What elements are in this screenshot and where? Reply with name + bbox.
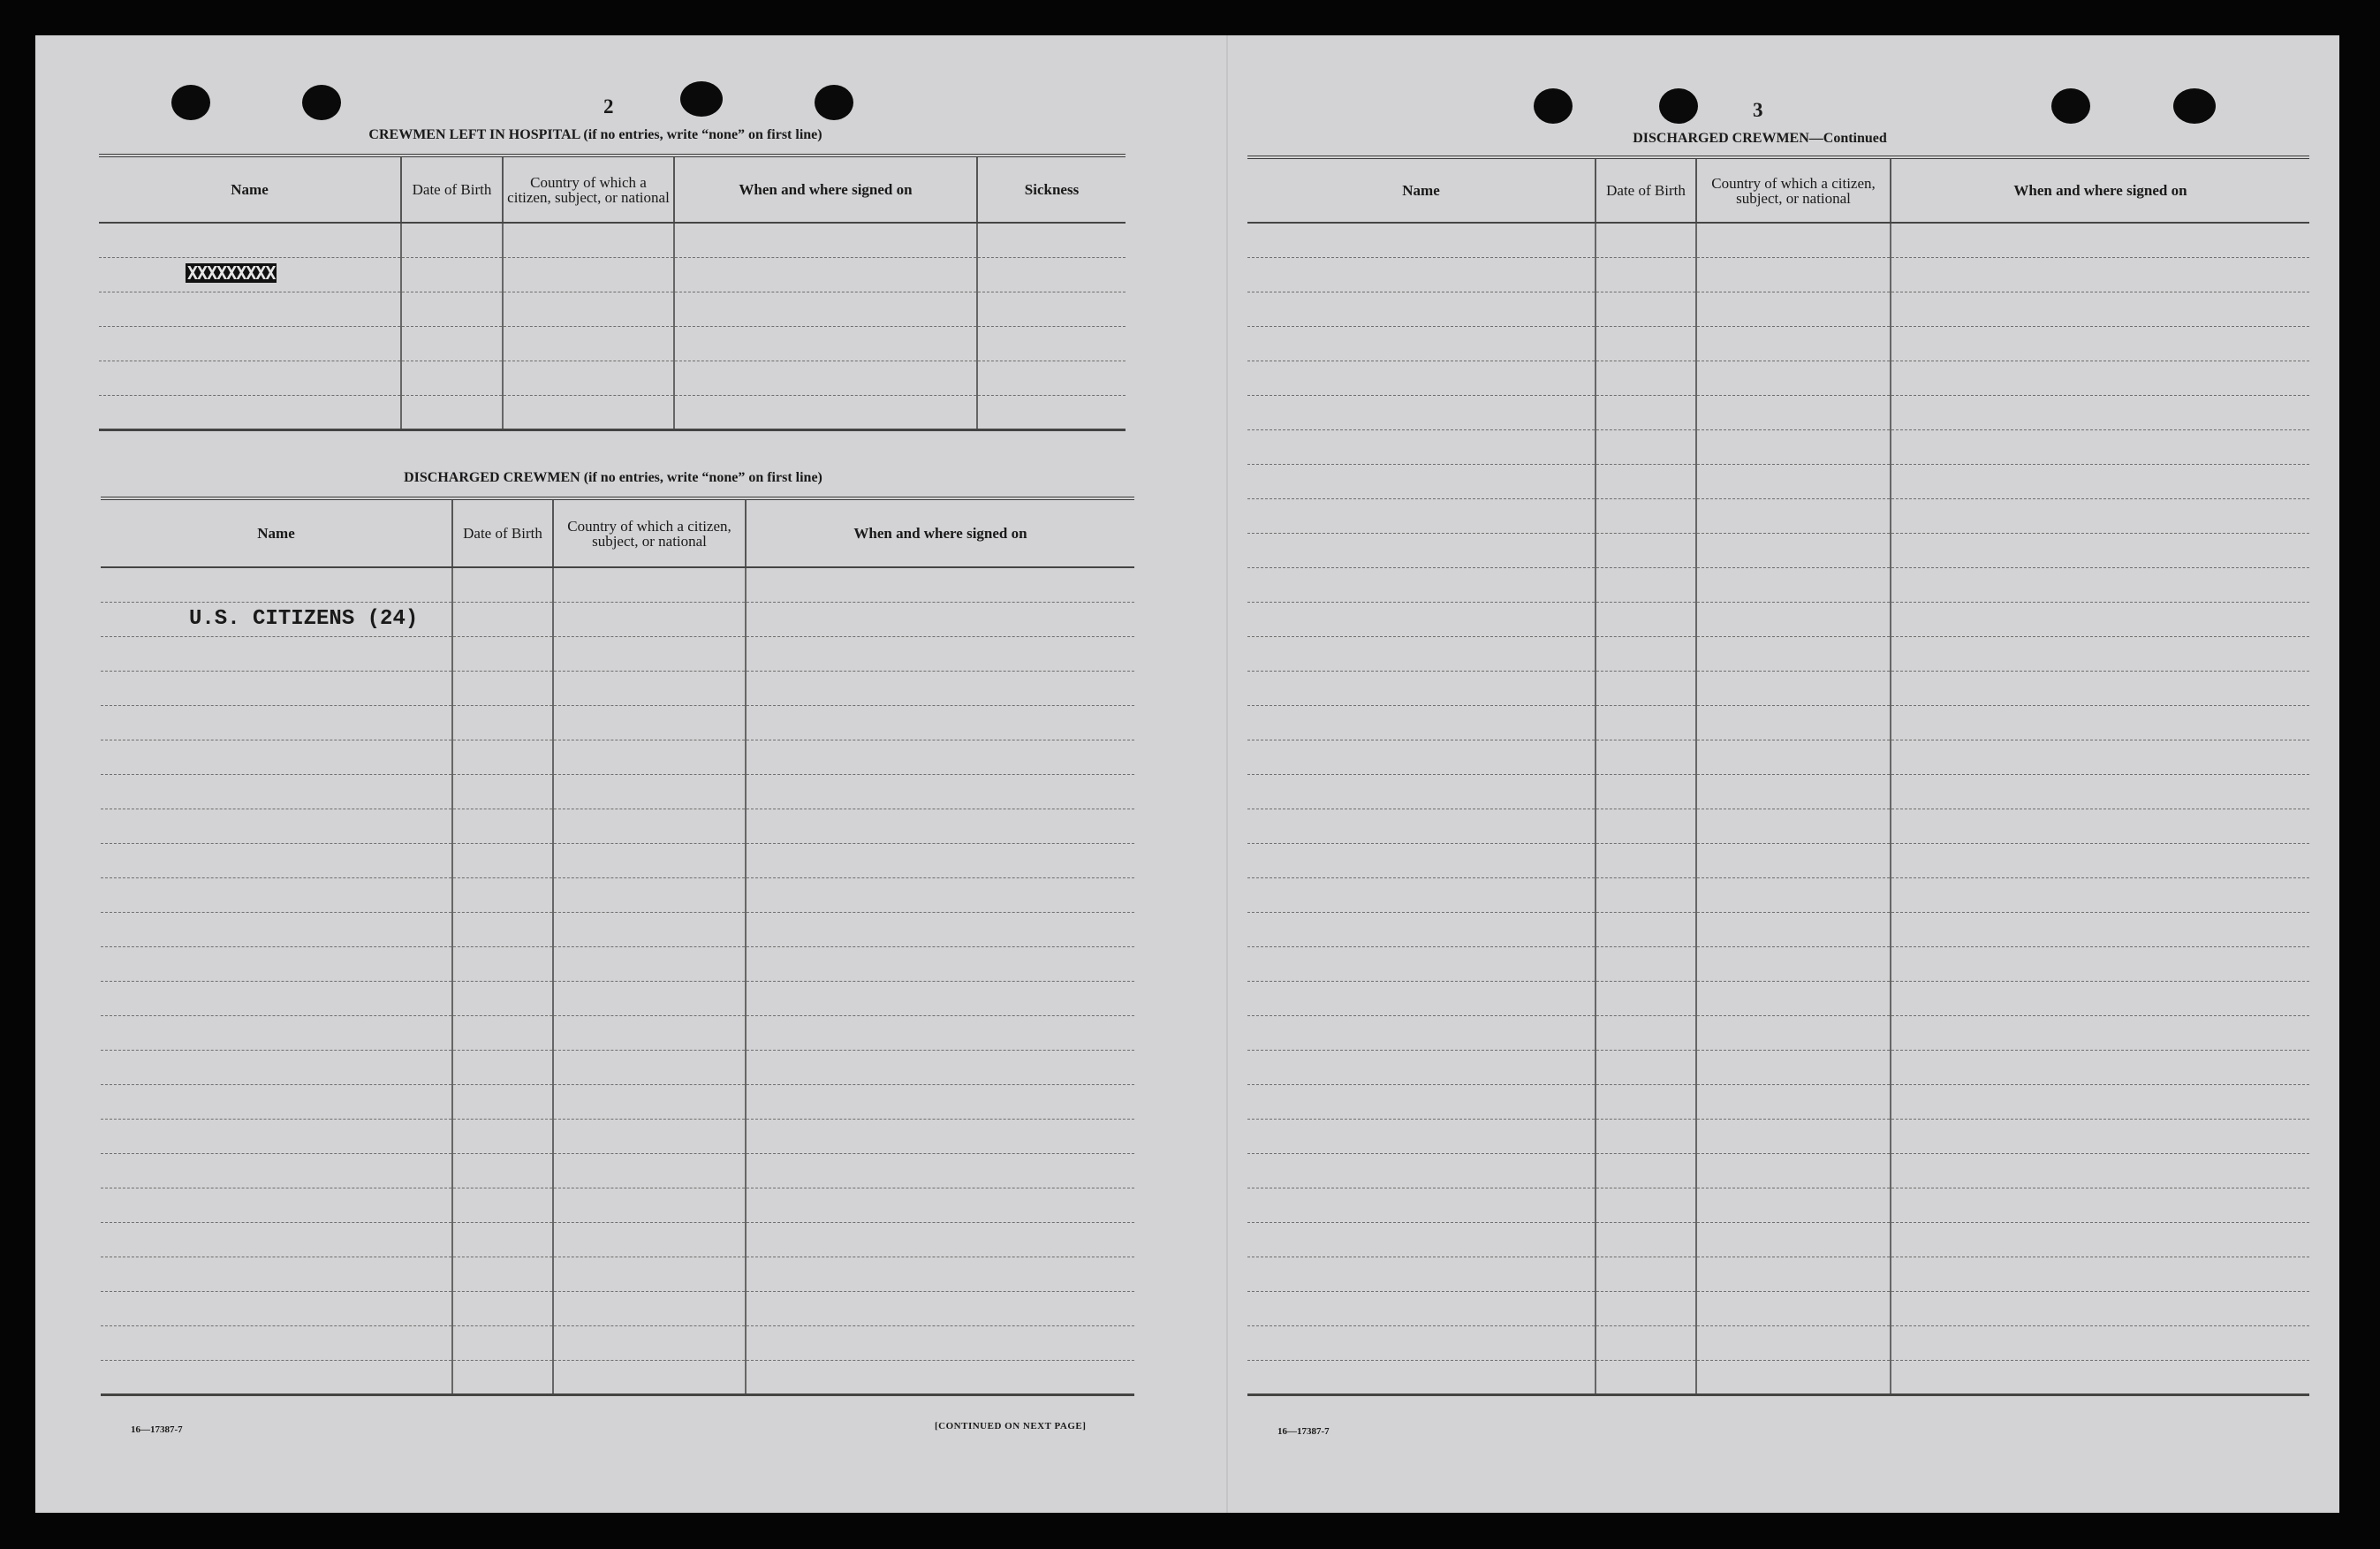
punch-hole	[680, 81, 723, 117]
discharged-section-title: DISCHARGED CREWMEN (if no entries, write “none” on first line)	[404, 470, 822, 485]
punch-hole	[1659, 88, 1698, 124]
column-header-name: Name	[99, 156, 401, 223]
column-header-sickness: Sickness	[977, 156, 1126, 223]
column-header-signed-on: When and where signed on	[1891, 157, 2309, 223]
table-cell	[99, 223, 401, 257]
form-number: 16—17387-7	[1277, 1426, 1330, 1437]
column-header-signed-on: When and where signed on	[746, 498, 1134, 567]
discharged-table	[101, 497, 1134, 1396]
punch-hole	[2173, 88, 2216, 124]
form-number: 16—17387-7	[131, 1424, 183, 1435]
column-header-country: Country of which a citizen, subject, or national	[503, 156, 674, 223]
page-number: 3	[1753, 99, 1763, 121]
punch-hole	[1534, 88, 1573, 124]
column-header-name: Name	[101, 498, 452, 567]
punch-hole	[815, 85, 853, 120]
punch-hole	[2051, 88, 2090, 124]
hospital-section-title: CREWMEN LEFT IN HOSPITAL (if no entries, write “none” on first line)	[368, 127, 822, 142]
column-header-date-of-birth: Date of Birth	[1596, 157, 1696, 223]
column-header-date-of-birth: Date of Birth	[452, 498, 553, 567]
page-number: 2	[603, 95, 614, 118]
manifest-sheet	[35, 35, 2339, 1513]
column-header-name: Name	[1247, 157, 1596, 223]
hospital-table	[99, 154, 1126, 431]
punch-hole	[302, 85, 341, 120]
table-cell	[99, 257, 401, 292]
continued-note: [CONTINUED ON NEXT PAGE]	[935, 1421, 1087, 1431]
punch-hole	[171, 85, 210, 120]
column-header-date-of-birth: Date of Birth	[401, 156, 503, 223]
discharged-continued-title: DISCHARGED CREWMEN—Continued	[1633, 131, 1887, 146]
column-header-country: Country of which a citizen, subject, or national	[553, 498, 746, 567]
page-fold	[1226, 35, 1228, 1513]
table-cell	[101, 602, 452, 636]
column-header-country: Country of which a citizen, subject, or national	[1696, 157, 1891, 223]
discharged-continued-table	[1247, 156, 2309, 1396]
column-header-signed-on: When and where signed on	[674, 156, 977, 223]
citizens-entry: U.S. CITIZENS (24)	[189, 607, 419, 631]
redacted-name: XXXXXXXXX	[187, 262, 276, 284]
